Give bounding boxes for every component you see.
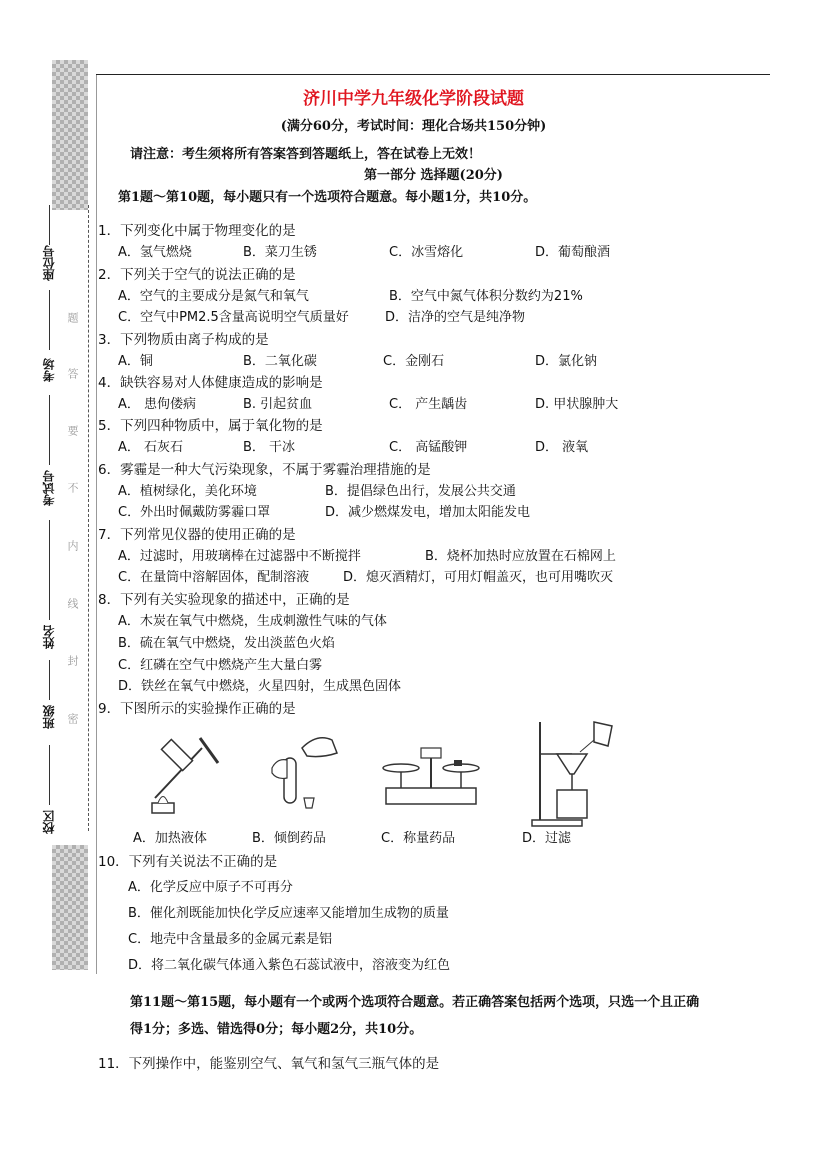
binding-dashed-line [88, 205, 89, 831]
option: C． 产生龋齿 [389, 397, 468, 412]
option: A． 患佝偻病 [118, 397, 197, 412]
option: D．葡萄酿酒 [535, 245, 611, 260]
option: B．催化剂既能加快化学反应速率又能增加生成物的质量 [128, 906, 449, 921]
option: D．减少燃煤发电，增加太阳能发电 [325, 505, 531, 520]
option: B．提倡绿色出行，发展公共交通 [325, 484, 516, 499]
option: D．洁净的空气是纯净物 [385, 310, 526, 325]
margin-pattern-bottom [52, 845, 88, 970]
question-stem: 7．下列常见仪器的使用正确的是 [98, 527, 296, 543]
margin-name-label: 姓名 [42, 625, 56, 649]
option: C． 高锰酸钾 [389, 440, 468, 455]
instruction-2-line1: 第11题～第15题，每小题有一个或两个选项符合题意。若正确答案包括两个选项，只选一个且正确 [130, 995, 700, 1010]
option: B．二氧化碳 [243, 354, 317, 369]
figure-heating-liquid [140, 718, 230, 818]
option: A．植树绿化，美化环境 [118, 484, 257, 499]
option: B. 引起贫血 [243, 397, 313, 412]
margin-room-label: 考场 [42, 358, 56, 382]
seal-char: 线 [66, 598, 79, 609]
margin-line-school [49, 745, 50, 805]
figure-filtration [522, 712, 622, 832]
margin-exam-no-label: 考试号 [42, 470, 56, 506]
figure-balance [376, 718, 486, 818]
seal-char: 不 [66, 482, 79, 493]
option: D. 甲状腺肿大 [535, 397, 619, 412]
seal-char: 题 [66, 312, 79, 323]
instruction-1: 第1题～第10题，每小题只有一个选项符合题意。每小题1分，共10分。 [118, 190, 537, 205]
seal-char: 密 [66, 713, 79, 724]
question-stem: 10．下列有关说法不正确的是 [98, 854, 278, 870]
option: B．烧杯加热时应放置在石棉网上 [425, 549, 616, 564]
option: C．外出时佩戴防雾霾口罩 [118, 505, 271, 520]
option: C．金刚石 [383, 354, 445, 369]
header-rule [96, 74, 770, 75]
option: C．地壳中含量最多的金属元素是铝 [128, 932, 333, 947]
seal-char: 封 [66, 655, 79, 666]
option: A． 石灰石 [118, 440, 184, 455]
exam-notice: 请注意：考生须将所有答案答到答题纸上，答在试卷上无效！ [130, 147, 482, 162]
margin-line-seat [49, 205, 50, 245]
seal-char: 要 [66, 425, 79, 436]
part-heading: 第一部分 选择题(20分) [364, 168, 503, 183]
option: A．氢气燃烧 [118, 245, 192, 260]
option: D．熄灭酒精灯，可用灯帽盖灭，也可用嘴吹灭 [343, 570, 614, 585]
binding-solid-line [96, 74, 97, 974]
seal-char: 答 [66, 368, 79, 379]
question-stem: 5．下列四种物质中，属于氧化物的是 [98, 418, 323, 434]
option: B． 干冰 [243, 440, 296, 455]
option: D．将二氧化碳气体通入紫色石蕊试液中，溶液变为红色 [128, 958, 451, 973]
option: D．铁丝在氧气中燃烧，火星四射，生成黑色固体 [118, 679, 402, 694]
question-stem: 8．下列有关实验现象的描述中，正确的是 [98, 592, 350, 608]
margin-pattern-top [52, 60, 88, 210]
question-stem: 1．下列变化中属于物理变化的是 [98, 223, 296, 239]
margin-line-exam [49, 395, 50, 465]
margin-line-name [49, 520, 50, 620]
option: C．冰雪熔化 [389, 245, 464, 260]
margin-seat-label: 座位号 [42, 245, 56, 281]
option: A．化学反应中原子不可再分 [128, 880, 293, 895]
option: A．空气的主要成分是氮气和氧气 [118, 289, 309, 304]
margin-school-label: 校区 [42, 810, 56, 834]
option: C．在量筒中溶解固体，配制溶液 [118, 570, 310, 585]
question-stem: 9．下图所示的实验操作正确的是 [98, 701, 296, 717]
figure-caption: C．称量药品 [381, 831, 456, 846]
exam-subtitle: (满分60分，考试时间：理化合场共150分钟) [280, 119, 547, 134]
page-title: 济川中学九年级化学阶段试题 [303, 89, 524, 109]
question-stem: 4．缺铁容易对人体健康造成的影响是 [98, 375, 323, 391]
option: A．过滤时，用玻璃棒在过滤器中不断搅拌 [118, 549, 361, 564]
margin-class-label: 班级 [42, 705, 56, 729]
question-stem: 11．下列操作中，能鉴别空气、氧气和氢气三瓶气体的是 [98, 1056, 440, 1072]
option: C．红磷在空气中燃烧产生大量白雾 [118, 658, 323, 673]
margin-line-room [49, 290, 50, 350]
figure-caption: D．过滤 [522, 831, 572, 846]
option: B．空气中氮气体积分数约为21% [389, 289, 583, 304]
figure-caption: B．倾倒药品 [252, 831, 326, 846]
option: A．铜 [118, 354, 153, 369]
option: C．空气中PM2.5含量高说明空气质量好 [118, 310, 349, 325]
question-stem: 3．下列物质由离子构成的是 [98, 332, 269, 348]
margin-line-class [49, 660, 50, 700]
figure-pouring [262, 718, 352, 818]
question-stem: 2．下列关于空气的说法正确的是 [98, 267, 296, 283]
seal-char: 内 [66, 540, 79, 551]
option: D．氯化钠 [535, 354, 598, 369]
instruction-2-line2: 得1分；多选、错选得0分；每小题2分，共10分。 [130, 1022, 423, 1037]
option: B．硫在氧气中燃烧，发出淡蓝色火焰 [118, 636, 335, 651]
option: B．菜刀生锈 [243, 245, 317, 260]
question-stem: 6．雾霾是一种大气污染现象，不属于雾霾治理措施的是 [98, 462, 431, 478]
option: D． 液氧 [535, 440, 589, 455]
option: A．木炭在氧气中燃烧，生成刺激性气味的气体 [118, 614, 387, 629]
figure-caption: A．加热液体 [133, 831, 207, 846]
